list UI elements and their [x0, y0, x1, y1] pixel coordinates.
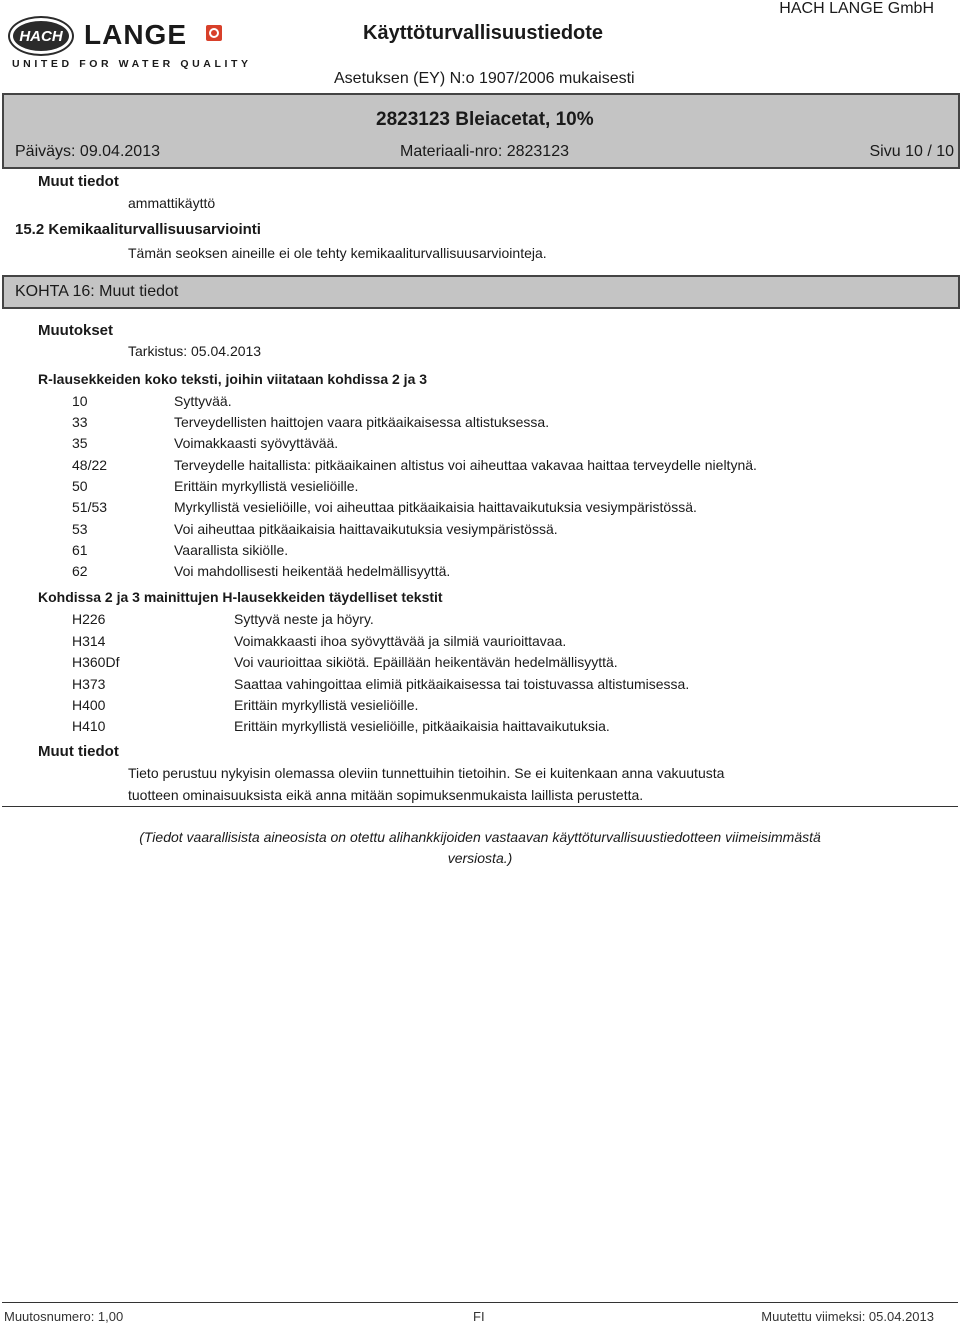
product-name: 2823123 Bleiacetat, 10% — [376, 109, 594, 130]
hach-lange-logo — [10, 18, 252, 70]
h-phrase-text: Syttyvä neste ja höyry. — [234, 611, 374, 627]
r-phrase-code: 10 — [72, 393, 88, 409]
other-info-line-1: Tieto perustuu nykyisin olemassa oleviin tunnettuihin tietoihin. Se ei kuitenkaan anna vakuutusta — [128, 765, 725, 781]
h-phrase-text: Voi vaurioittaa sikiötä. Epäillään heikentävän hedelmällisyyttä. — [234, 654, 618, 670]
h-phrase-code: H314 — [72, 633, 106, 649]
material-number: Materiaali-nro: 2823123 — [400, 143, 569, 160]
company-name: HACH LANGE GmbH — [779, 0, 934, 17]
r-phrase-code: 48/22 — [72, 457, 108, 473]
other-info-line-2: tuotteen ominaisuuksista eikä anna mitään sopimuksenmukaista laillista perustetta. — [128, 787, 644, 803]
r-phrase-text: Voi mahdollisesti heikentää hedelmällisyyttä. — [174, 563, 451, 579]
r-phrase-code: 53 — [72, 521, 88, 537]
disclaimer-line-1: (Tiedot vaarallisista aineosista on otettu alihankkijoiden vastaavan käyttöturvallisuustiedotteen viimeisimmästä — [139, 829, 821, 845]
lange-mark-icon — [206, 25, 222, 41]
r-phrase-code: 35 — [72, 435, 88, 451]
other-info-value: ammattikäyttö — [128, 195, 216, 211]
r-phrase-code: 51/53 — [72, 499, 108, 515]
footer-divider — [2, 1302, 958, 1303]
r-phrase-code: 61 — [72, 542, 88, 558]
r-phrase-text: Terveydellisten haittojen vaara pitkäaikaisessa altistuksessa. — [174, 414, 550, 430]
r-phrase-text: Vaarallista sikiölle. — [174, 542, 289, 558]
changes-label: Muutokset — [38, 322, 113, 339]
hach-logo-oval: HACH — [10, 18, 72, 54]
h-phrase-code: H410 — [72, 718, 106, 734]
r-phrase-text: Voi aiheuttaa pitkäaikaisia haittavaikutuksia vesiympäristössä. — [174, 521, 558, 537]
h-phrase-code: H360Df — [72, 654, 120, 670]
r-phrase-text: Syttyvää. — [174, 393, 232, 409]
logo-tagline: UNITED FOR WATER QUALITY — [12, 58, 252, 70]
h-phrase-text: Erittäin myrkyllistä vesieliöille, pitkäaikaisia haittavaikutuksia. — [234, 718, 610, 734]
h-phrase-text: Voimakkaasti ihoa syövyttävää ja silmiä vaurioittavaa. — [234, 633, 567, 649]
footer-language: FI — [473, 1309, 485, 1324]
h-phrase-code: H400 — [72, 697, 106, 713]
lange-logo-word: LANGE — [84, 19, 187, 50]
r-phrase-code: 33 — [72, 414, 88, 430]
date-label: Päiväys: 09.04.2013 — [15, 143, 160, 160]
footer-revision-number: Muutosnumero: 1,00 — [4, 1309, 124, 1324]
regulation-text: Asetuksen (EY) N:o 1907/2006 mukaisesti — [334, 70, 635, 87]
section16-bar — [2, 275, 960, 309]
footer-last-modified: Muutettu viimeksi: 05.04.2013 — [761, 1309, 934, 1324]
r-phrase-text: Myrkyllistä vesieliöille, voi aiheuttaa pitkäaikaisia haittavaikutuksia vesiympäristössä. — [174, 499, 697, 515]
h-phrase-code: H373 — [72, 676, 106, 692]
h-phrase-code: H226 — [72, 611, 106, 627]
csa-heading: 15.2 Kemikaaliturvallisuusarviointi — [15, 221, 261, 238]
csa-text: Tämän seoksen aineille ei ole tehty kemikaaliturvallisuusarviointeja. — [128, 245, 547, 261]
other-info-label: Muut tiedot — [38, 173, 119, 190]
h-phrase-text: Saattaa vahingoittaa elimiä pitkäaikaisessa tai toistuvassa altistumisessa. — [234, 676, 690, 692]
r-phrase-text: Voimakkaasti syövyttävää. — [174, 435, 339, 451]
document-title: Käyttöturvallisuustiedote — [363, 22, 604, 44]
r-phrases-heading: R-lausekkeiden koko teksti, joihin viitataan kohdissa 2 ja 3 — [38, 371, 428, 387]
section16-title: KOHTA 16: Muut tiedot — [15, 283, 179, 300]
section-divider — [2, 806, 958, 807]
h-phrase-text: Erittäin myrkyllistä vesieliöille. — [234, 697, 419, 713]
revision-date: Tarkistus: 05.04.2013 — [128, 343, 262, 359]
disclaimer-line-2: versiosta.) — [447, 850, 513, 866]
page-number: Sivu 10 / 10 — [869, 143, 954, 160]
r-phrase-text: Terveydelle haitallista: pitkäaikainen altistus voi aiheuttaa vakavaa haittaa terveydelle nieltynä. — [174, 457, 757, 473]
h-phrases-heading: Kohdissa 2 ja 3 mainittujen H-lausekkeiden täydelliset tekstit — [38, 589, 443, 605]
r-phrase-code: 50 — [72, 478, 88, 494]
header-bar — [2, 93, 960, 169]
r-phrase-text: Erittäin myrkyllistä vesieliöille. — [174, 478, 359, 494]
r-phrase-code: 62 — [72, 563, 88, 579]
other-info-heading: Muut tiedot — [38, 743, 119, 760]
